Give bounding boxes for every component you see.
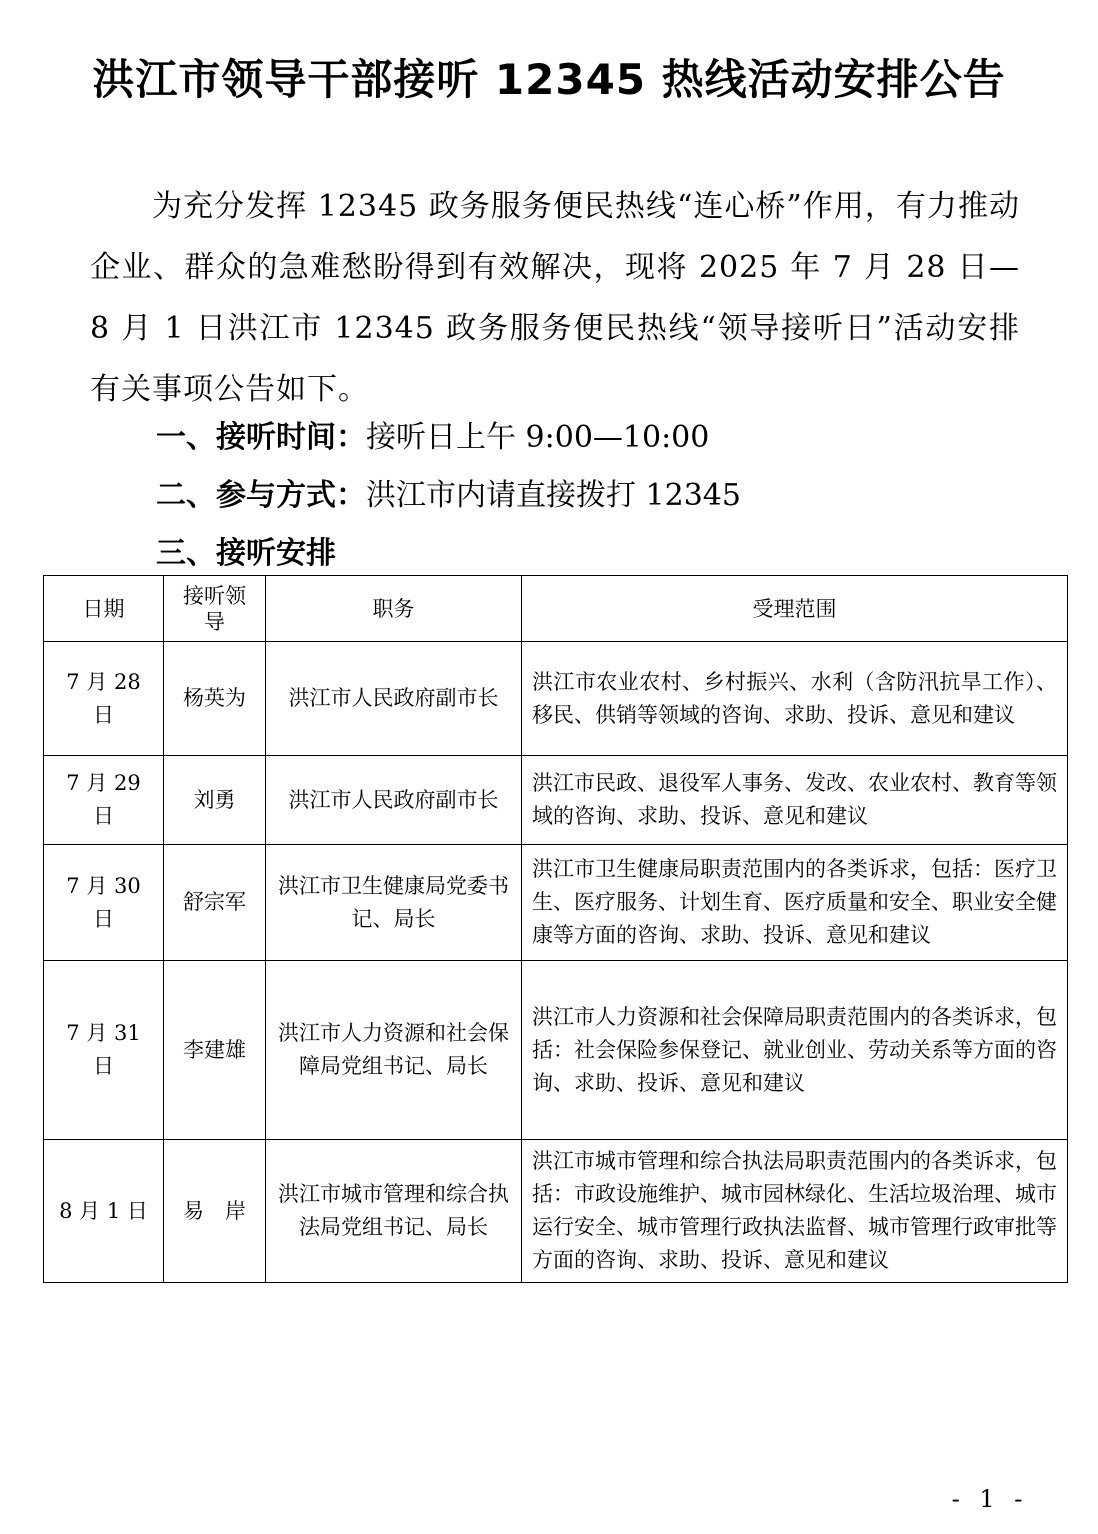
table-header-row (44, 576, 1068, 642)
section-schedule-label: 三、接听安排 (156, 536, 336, 571)
header-position: 职务 (266, 576, 522, 642)
table-row (44, 845, 1068, 961)
page-number: - 1 - (951, 1485, 1029, 1513)
row-position: 洪江市卫生健康局党委书记、局长 (266, 845, 522, 961)
row-scope: 洪江市卫生健康局职责范围内的各类诉求，包括：医疗卫生、医疗服务、计划生育、医疗质量和安全、职业安全健康等方面的咨询、求助、投诉、意见和建议 (522, 845, 1068, 961)
row-leader: 舒宗军 (164, 845, 266, 961)
row-scope: 洪江市民政、退役军人事务、发改、农业农村、教育等领域的咨询、求助、投诉、意见和建议 (522, 756, 1068, 845)
row-scope: 洪江市城市管理和综合执法局职责范围内的各类诉求，包括：市政设施维护、城市园林绿化、生活垃圾治理、城市运行安全、城市管理行政执法监督、城市管理行政审批等方面的咨询、求助、投诉、意见和建议 (522, 1140, 1068, 1283)
row-date: 8 月 1 日 (44, 1140, 164, 1283)
table-row (44, 642, 1068, 756)
section-time-text: 接听日上午 9:00—10:00 (366, 420, 710, 455)
header-date: 日期 (44, 576, 164, 642)
row-scope: 洪江市农业农村、乡村振兴、水利（含防汛抗旱工作）、移民、供销等领域的咨询、求助、投诉、意见和建议 (522, 642, 1068, 756)
row-position: 洪江市人民政府副市长 (266, 756, 522, 845)
section-method (156, 476, 741, 516)
section-method-label: 二、参与方式： (156, 478, 366, 513)
row-date: 7 月 30 日 (44, 845, 164, 961)
table-row (44, 1140, 1068, 1283)
row-scope: 洪江市人力资源和社会保障局职责范围内的各类诉求，包括：社会保险参保登记、就业创业、劳动关系等方面的咨询、求助、投诉、意见和建议 (522, 961, 1068, 1140)
header-leader: 接听领导 (164, 576, 266, 642)
schedule-table (43, 575, 1068, 1283)
row-date: 7 月 31 日 (44, 961, 164, 1140)
table-row (44, 961, 1068, 1140)
row-date: 7 月 28 日 (44, 642, 164, 756)
row-leader: 易 岸 (164, 1140, 266, 1283)
section-time (156, 418, 709, 458)
row-leader: 刘勇 (164, 756, 266, 845)
row-position: 洪江市城市管理和综合执法局党组书记、局长 (266, 1140, 522, 1283)
header-scope: 受理范围 (522, 576, 1068, 642)
row-position: 洪江市人民政府副市长 (266, 642, 522, 756)
table-row (44, 756, 1068, 845)
row-position: 洪江市人力资源和社会保障局党组书记、局长 (266, 961, 522, 1140)
row-leader: 李建雄 (164, 961, 266, 1140)
section-schedule (156, 534, 336, 574)
section-method-text: 洪江市内请直接拨打 12345 (366, 478, 741, 513)
row-leader: 杨英为 (164, 642, 266, 756)
document-title: 洪江市领导干部接听 12345 热线活动安排公告 (92, 55, 1006, 104)
intro-paragraph: 为充分发挥 12345 政务服务便民热线“连心桥”作用，有力推动企业、群众的急难愁盼得到有效解决，现将 2025 年 7 月 28 日—8 月 1 日洪江市 12345 政务服务便民热线“领导接听日”活动安排有关事项公告如下。 (90, 189, 1020, 407)
section-time-label: 一、接听时间： (156, 420, 366, 455)
row-date: 7 月 29 日 (44, 756, 164, 845)
